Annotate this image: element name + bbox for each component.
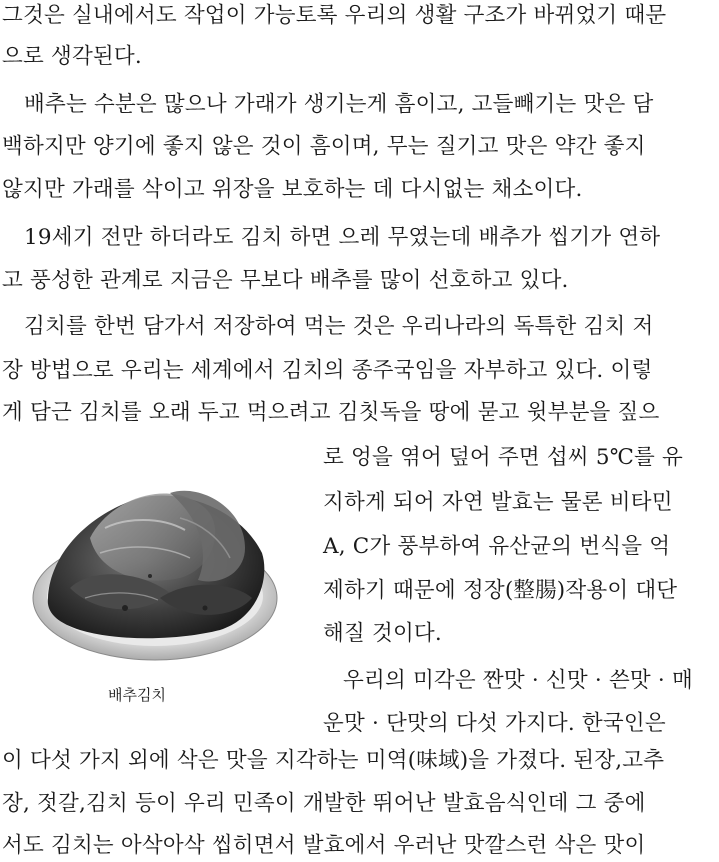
text-line: 지하게 되어 자연 발효는 물론 비타민 [323, 490, 673, 515]
text-line: 장 방법으로 우리는 세계에서 김치의 종주국임을 자부하고 있다. 이렇 [2, 358, 653, 383]
text-line: 게 담근 김치를 오래 두고 먹으려고 김칫독을 땅에 묻고 윗부분을 짚으 [2, 400, 660, 425]
text-line: 고 풍성한 관계로 지금은 무보다 배추를 많이 선호하고 있다. [2, 268, 569, 293]
text-line: 서도 김치는 아삭아삭 씹히면서 발효에서 우러난 맛깔스런 삭은 맛이 [2, 833, 646, 858]
text-line: 그것은 실내에서도 작업이 가능토록 우리의 생활 구조가 바뀌었기 때문 [2, 3, 667, 28]
text-line: 해질 것이다. [323, 621, 442, 646]
text-line: 백하지만 양기에 좋지 않은 것이 흠이며, 무는 질기고 맛은 약간 좋지 [2, 134, 646, 159]
text-line: 장, 젓갈,김치 등이 우리 민족이 개발한 뛰어난 발효음식인데 그 중에 [2, 791, 646, 816]
text-line: 김치를 한번 담가서 저장하여 먹는 것은 우리나라의 독특한 김치 저 [24, 314, 654, 339]
text-line: 우리의 미각은 짠맛 · 신맛 · 쓴맛 · 매 [343, 668, 693, 693]
text-line: 제하기 때문에 정장(整腸)작용이 대단 [323, 578, 678, 603]
kimchi-illustration [30, 458, 280, 668]
text-line: 이 다섯 가지 외에 삭은 맛을 지각하는 미역(味域)을 가졌다. 된장,고추 [2, 748, 665, 773]
figure-caption: 배추김치 [108, 686, 166, 704]
text-line: 19세기 전만 하더라도 김치 하면 으레 무였는데 배추가 씹기가 연하 [24, 225, 661, 250]
text-line: 으로 생각된다. [2, 44, 142, 69]
kimchi-photo [30, 458, 280, 668]
text-line: 로 엉을 엮어 덮어 주면 섭씨 5℃를 유 [323, 445, 683, 470]
text-line: A, C가 풍부하여 유산균의 번식을 억 [323, 534, 671, 559]
text-line: 운맛 · 단맛의 다섯 가지다. 한국인은 [323, 711, 666, 736]
text-line: 배추는 수분은 많으나 가래가 생기는게 흠이고, 고들빼기는 맛은 담 [24, 92, 654, 117]
text-line: 않지만 가래를 삭이고 위장을 보호하는 데 다시없는 채소이다. [2, 177, 583, 202]
